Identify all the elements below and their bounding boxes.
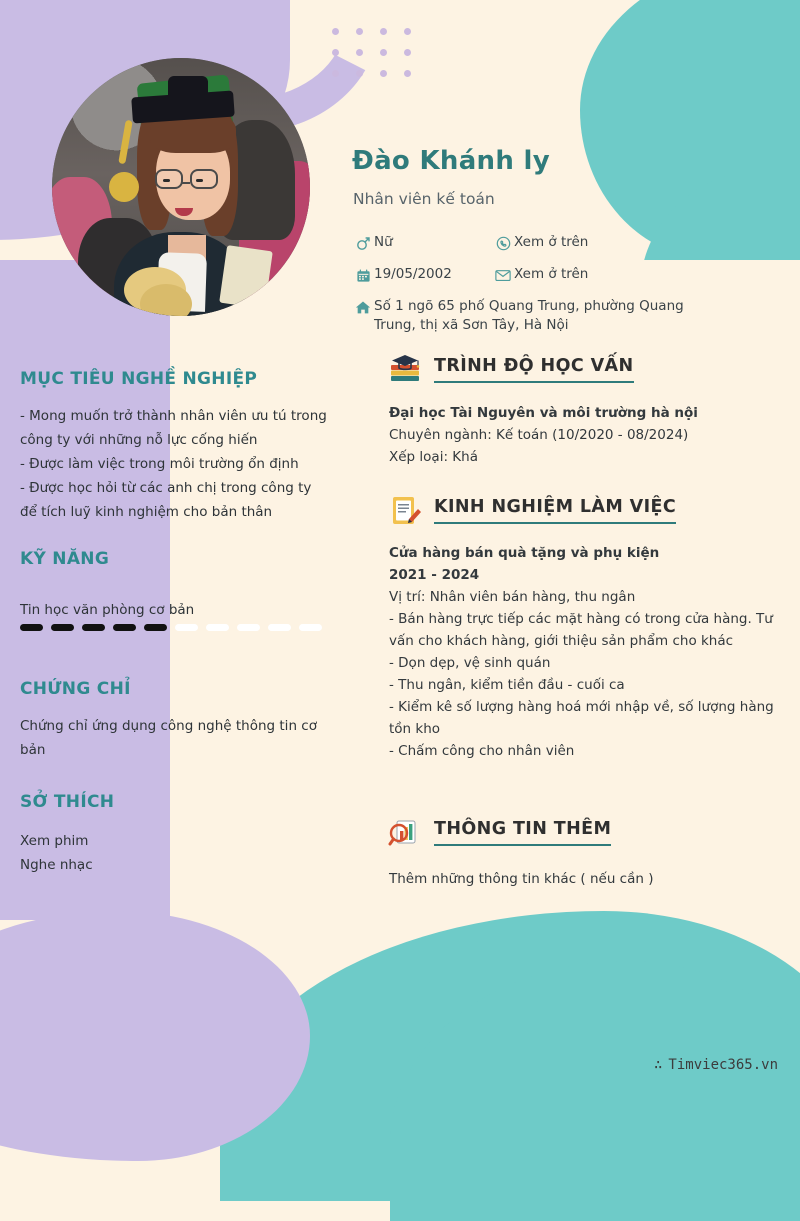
objective-line: - Được học hỏi từ các anh chị trong công ty để tích luỹ kinh nghiệm cho bản thân xyxy=(20,480,312,520)
section-title-skills: KỸ NĂNG xyxy=(20,549,110,569)
dot-grid-decoration xyxy=(332,28,428,91)
contact-gender xyxy=(352,233,492,253)
experience-duty: - Thu ngân, kiểm tiền đầu - cuối ca xyxy=(389,677,625,693)
objective-content xyxy=(20,404,330,524)
experience-duty: - Chấm công cho nhân viên xyxy=(389,743,575,759)
experience-company: Cửa hàng bán quà tặng và phụ kiện xyxy=(389,545,660,561)
purple-left-band xyxy=(0,260,170,920)
contact-row-2 xyxy=(352,265,772,285)
candidate-job-title: Nhân viên kế toán xyxy=(353,190,495,208)
section-title-experience: KINH NGHIỆM LÀM VIỆC xyxy=(434,497,676,524)
home-icon xyxy=(352,297,374,317)
gender-icon xyxy=(352,233,374,253)
profile-photo xyxy=(52,58,310,316)
clipboard-pen-icon xyxy=(386,493,424,527)
mail-icon xyxy=(492,265,514,285)
chart-magnifier-icon xyxy=(386,815,424,849)
experience-duty: - Dọn dẹp, vệ sinh quán xyxy=(389,655,551,671)
section-title-education: TRÌNH ĐỘ HỌC VẤN xyxy=(434,356,634,383)
contact-address xyxy=(352,297,684,335)
contact-whatsapp-text: Xem ở trên xyxy=(514,234,589,250)
graduation-books-icon xyxy=(386,352,424,386)
section-title-certificates: CHỨNG CHỈ xyxy=(20,679,131,699)
section-title-objective: MỤC TIÊU NGHỀ NGHIỆP xyxy=(20,369,258,389)
calendar-icon xyxy=(352,265,374,285)
contact-birthday xyxy=(352,265,492,285)
contact-row-1 xyxy=(352,233,772,253)
objective-line: - Được làm việc trong môi trường ổn định xyxy=(20,456,299,472)
experience-content xyxy=(389,542,779,762)
experience-position: Vị trí: Nhân viên bán hàng, thu ngân xyxy=(389,589,636,605)
section-title-additional: THÔNG TIN THÊM xyxy=(434,819,611,846)
hobbies-content xyxy=(20,829,330,877)
brand-text: Timviec365.vn xyxy=(668,1057,778,1073)
education-grade: Xếp loại: Khá xyxy=(389,449,478,465)
contact-block xyxy=(352,233,772,347)
footer-branding xyxy=(654,1057,778,1073)
education-major: Chuyên ngành: Kế toán (10/2020 - 08/2024) xyxy=(389,427,689,443)
section-header-experience xyxy=(386,493,676,527)
contact-email-text: Xem ở trên xyxy=(514,266,589,282)
additional-content xyxy=(389,868,779,890)
experience-duty: - Bán hàng trực tiếp các mặt hàng có trong cửa hàng. Tư vấn cho khách hàng, giới thiệu sản phẩm cho khác xyxy=(389,611,773,649)
experience-duty: - Kiểm kê số lượng hàng hoá mới nhập về, số lượng hàng tồn kho xyxy=(389,699,774,737)
brand-mark-icon: ∴ xyxy=(653,1057,663,1073)
candidate-name: Đào Khánh ly xyxy=(352,146,550,176)
section-header-education xyxy=(386,352,634,386)
skill-level-meter xyxy=(20,624,322,631)
contact-row-3 xyxy=(352,297,772,335)
hobby-item: Nghe nhạc xyxy=(20,857,93,873)
contact-birthday-text: 19/05/2002 xyxy=(374,266,452,282)
contact-email xyxy=(492,265,588,285)
section-header-additional xyxy=(386,815,611,849)
experience-period: 2021 - 2024 xyxy=(389,567,480,583)
hobby-item: Xem phim xyxy=(20,833,89,849)
whatsapp-icon xyxy=(492,233,514,253)
education-content xyxy=(389,402,779,468)
contact-gender-text: Nữ xyxy=(374,234,393,250)
certificates-content: Chứng chỉ ứng dụng công nghệ thông tin cơ bản xyxy=(20,718,317,758)
additional-text: Thêm những thông tin khác ( nếu cần ) xyxy=(389,871,654,887)
contact-whatsapp xyxy=(492,233,588,253)
education-school: Đại học Tài Nguyên và môi trường hà nội xyxy=(389,405,698,421)
section-title-hobbies: SỞ THÍCH xyxy=(20,792,115,812)
objective-line: - Mong muốn trở thành nhân viên ưu tú trong công ty với những nỗ lực cống hiến xyxy=(20,408,327,448)
contact-address-text: Số 1 ngõ 65 phố Quang Trung, phường Quang Trung, thị xã Sơn Tây, Hà Nội xyxy=(374,298,684,333)
skill-label: Tin học văn phòng cơ bản xyxy=(20,602,195,618)
